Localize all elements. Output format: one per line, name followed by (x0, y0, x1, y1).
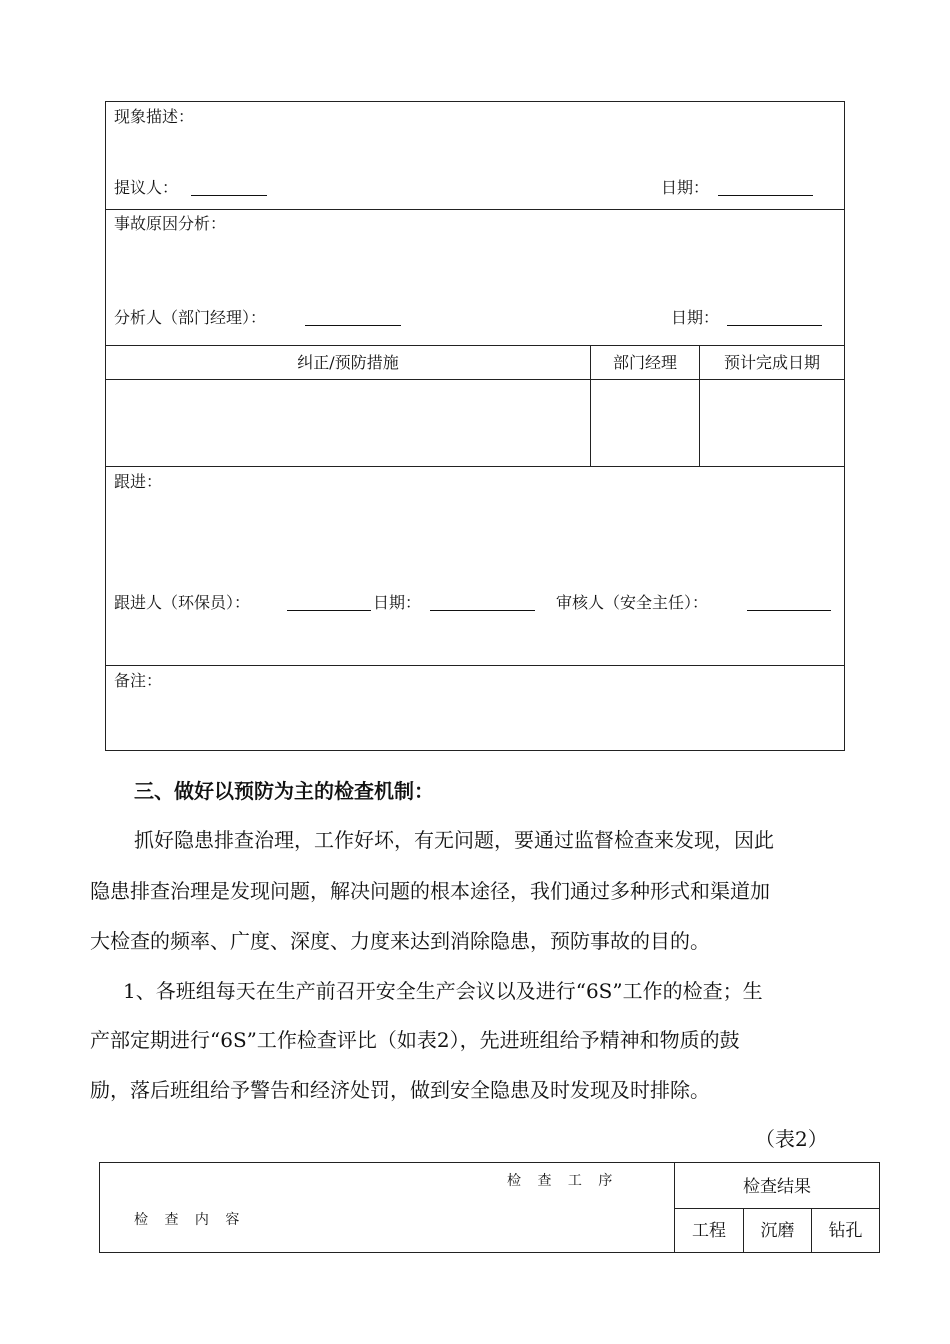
due-date-cell[interactable] (700, 380, 844, 466)
column-drilling: 钻孔 (828, 1221, 863, 1241)
phenomenon-label: 现象描述： (114, 107, 195, 126)
proposer-blank[interactable] (191, 195, 267, 196)
analyst-blank[interactable] (305, 325, 401, 326)
section-heading: 三、做好以预防为主的检查机制： (134, 779, 434, 803)
table2-row-divider (674, 1208, 880, 1209)
paragraph-line: 抓好隐患排查治理，工作好坏，有无问题，要通过监督检查来发现，因此 (134, 828, 774, 852)
table-reference: （表2） (755, 1127, 828, 1151)
followup-person-label: 跟进人（环保员）： (114, 593, 251, 612)
table2-border-top (99, 1162, 880, 1163)
paragraph-line: 1、各班组每天在生产前召开安全生产会议以及进行“6S”工作的检查；生 (123, 979, 763, 1003)
cause-analysis-label: 事故原因分析： (114, 214, 227, 233)
form-border-right (844, 101, 845, 751)
result-header: 检查结果 (743, 1177, 811, 1197)
manager-cell[interactable] (591, 380, 699, 466)
remarks-label: 备注： (114, 671, 163, 690)
column-sinking: 沉磨 (760, 1221, 795, 1241)
followup-label: 跟进： (114, 472, 163, 491)
table2-border-bottom (99, 1252, 880, 1253)
paragraph-line: 产部定期进行“6S”工作检查评比（如表2），先进班组给予精神和物质的鼓 (90, 1028, 740, 1052)
analysis-date-label: 日期： (671, 308, 720, 327)
paragraph-line: 隐患排查治理是发现问题，解决问题的根本途径，我们通过多种形式和渠道加 (90, 879, 770, 903)
column-engineering: 工程 (692, 1221, 726, 1241)
measures-cell[interactable] (106, 380, 590, 466)
due-date-header: 预计完成日期 (723, 353, 820, 372)
reviewer-blank[interactable] (747, 610, 831, 611)
date-blank[interactable] (718, 195, 813, 196)
analyst-label: 分析人（部门经理）： (114, 308, 267, 327)
form-border-bottom (105, 750, 845, 751)
date-label: 日期： (661, 178, 710, 197)
table2-border-left (99, 1162, 100, 1253)
reviewer-label: 审核人（安全主任）： (556, 593, 709, 612)
paragraph-line: 励，落后班组给予警告和经济处罚，做到安全隐患及时发现及时排除。 (90, 1078, 710, 1102)
measures-header: 纠正/预防措施 (297, 353, 399, 372)
analysis-date-blank[interactable] (727, 325, 822, 326)
manager-header: 部门经理 (612, 353, 677, 372)
content-header: 检 查 内 容 (134, 1212, 246, 1228)
process-header: 检 查 工 序 (507, 1173, 619, 1189)
followup-person-blank[interactable] (287, 610, 371, 611)
followup-date-blank[interactable] (430, 610, 535, 611)
form-row-divider (105, 665, 845, 666)
form-row-divider (105, 345, 845, 346)
paragraph-line: 大检查的频率、广度、深度、力度来达到消除隐患，预防事故的目的。 (90, 929, 710, 953)
form-row-divider (105, 466, 845, 467)
proposer-label: 提议人： (114, 178, 179, 197)
form-row-divider (105, 209, 845, 210)
followup-date-label: 日期： (373, 593, 422, 612)
form-border-top (105, 101, 845, 102)
